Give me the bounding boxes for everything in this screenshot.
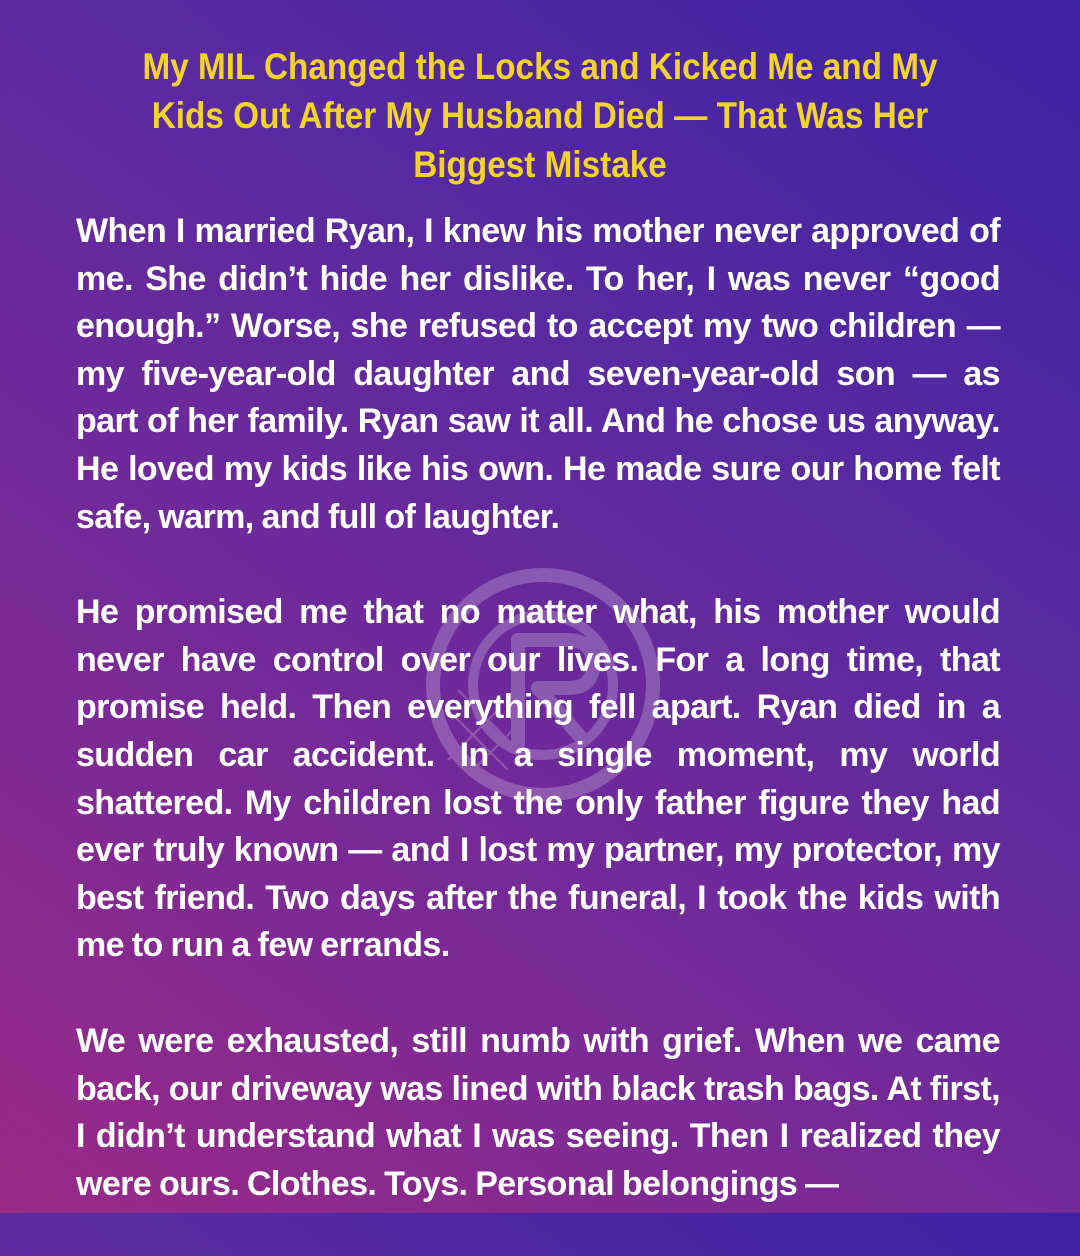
paragraph-1: When I married Ryan, I knew his mother never approved of me. She didn’t hide her dislike. To her, I was never “good enough.” Worse, she refused to accept my two children — my five-year-old daughter and seven-year-old son — as part of her family. Ryan saw it all. And he chose us anyway. He loved my kids like his own. He made sure our home felt safe, warm, and full of laughter. <box>76 212 1000 536</box>
article-title: My MIL Changed the Locks and Kicked Me and My Kids Out After My Husband Died — That Was Her Biggest Mistake <box>142 46 938 185</box>
article-body <box>76 208 1000 1256</box>
paragraph-2: He promised me that no matter what, his mother would never have control over our lives. For a long time, that promise held. Then everything fell apart. Ryan died in a sudden car accident. In a single moment, my world shattered. My children lost the only father figure they had ever truly known — and I lost my partner, my protector, my best friend. Two days after the funeral, I took the kids with me to run a few errands. <box>76 593 1000 965</box>
paragraph-3: We were exhausted, still numb with grief. When we came back, our driveway was lined with black trash bags. At first, I didn’t understand what I was seeing. Then I realized they were ours. Clothes. Toys. Personal belongings — <box>76 1021 1000 1203</box>
